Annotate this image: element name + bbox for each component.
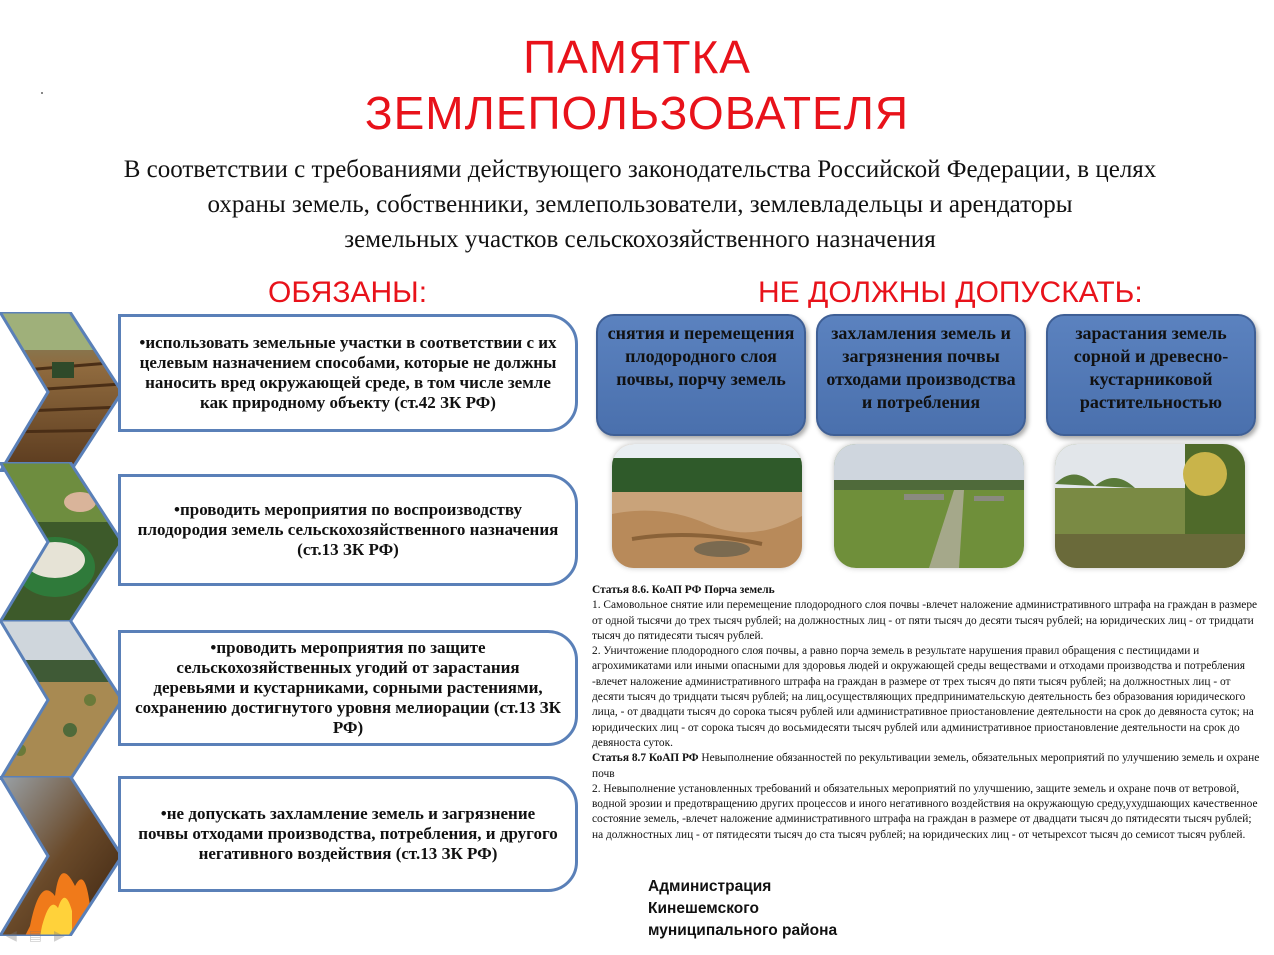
slide-nav-controls xyxy=(6,928,65,944)
intro-line-1: В соответствии с требованиями действующего законодательства Российской Федерации, в целях xyxy=(123,156,1157,183)
heading-obliged: ОБЯЗАНЫ: xyxy=(268,276,428,309)
chevron-photo-overgrown-field xyxy=(0,620,122,780)
photo-littered-field xyxy=(834,444,1024,568)
admin-line-3: муниципального района xyxy=(648,922,838,939)
chevron-photo-fertilizer xyxy=(0,462,122,622)
duty-box-4 xyxy=(118,776,578,892)
administration-signature xyxy=(648,876,837,942)
heading-must-not-allow: НЕ ДОЛЖНЫ ДОПУСКАТЬ: xyxy=(758,276,1143,309)
next-slide-icon[interactable]: ▶ xyxy=(54,928,65,944)
law-art-86-title: Статья 8.6. КоАП РФ Порча земель xyxy=(592,584,775,596)
law-text-block xyxy=(592,583,1262,843)
intro-paragraph xyxy=(40,152,1240,257)
law-art-87-title: Статья 8.7 КоАП РФ xyxy=(592,752,699,765)
intro-line-3: земельных участков сельскохозяйственного назначения xyxy=(344,226,936,253)
chevron-photo-fire xyxy=(0,776,122,936)
admin-line-1: Администрация xyxy=(648,878,772,895)
duty-box-1 xyxy=(118,314,578,432)
prohibited-box-overgrowth xyxy=(1046,314,1256,436)
law-art-87-intro: Невыполнение обязанностей по рекультивации земель, обязательных мероприятий по улучшению земель и охране почв xyxy=(592,752,1260,780)
title-line-2: ЗЕМЛЕПОЛЬЗОВАТЕЛЯ xyxy=(364,87,910,139)
law-art-86-part-1: 1. Самовольное снятие или перемещение плодородного слоя почвы -влечет наложение административного штрафа на граждан в размере от одной тысячи до трех тысяч рублей; на должностных лиц - от пяти тысяч до десяти тысяч рублей; на юридических лиц - от тридцати тысяч до пятидесяти тысяч рублей. xyxy=(592,599,1258,642)
duty-box-2 xyxy=(118,474,578,586)
prohibited-3-text: зарастания земель сорной и древесно-кустарниковой растительностью xyxy=(1073,323,1229,412)
title-line-1: ПАМЯТКА xyxy=(523,31,751,83)
chevron-photo-field-tractor xyxy=(0,312,122,472)
duty-3-text: •проводить мероприятия по защите сельскохозяйственных угодий от зарастания деревьями и кустарниками, сорными растениями, сохранению достигнутого уровня мелиорации (ст.13 ЗК РФ) xyxy=(135,638,561,737)
prev-slide-icon[interactable]: ◀ xyxy=(6,928,17,944)
photo-dug-soil xyxy=(612,444,802,568)
prohibited-1-text: снятия и перемещения плодородного слоя почвы, порчу земель xyxy=(607,323,795,389)
stray-dot xyxy=(41,92,43,94)
duty-2-text: •проводить мероприятия по воспроизводству плодородия земель сельскохозяйственного назначения (ст.13 ЗК РФ) xyxy=(137,500,559,559)
intro-line-2: охраны земель, собственники, землепользователи, землевладельцы и арендаторы xyxy=(207,191,1073,218)
prohibited-2-text: захламления земель и загрязнения почвы отходами производства и потребления xyxy=(826,323,1016,412)
photo-overgrown-land xyxy=(1055,444,1245,568)
prohibited-box-littering xyxy=(816,314,1026,436)
admin-line-2: Кинешемского xyxy=(648,900,759,917)
duty-1-text: •использовать земельные участки в соответствии с их целевым назначением способами, которые не должны наносить вред окружающей среде, в том числе земле как природному объекту xyxy=(139,333,557,412)
duty-4-text: •не допускать захламление земель и загрязнение почвы отходами производства, потребления, и другого негативного воздействия (ст.13 ЗК РФ) xyxy=(138,804,558,863)
prohibited-box-soil-removal xyxy=(596,314,806,436)
duty-box-3 xyxy=(118,630,578,746)
law-art-86-part-2: 2. Уничтожение плодородного слоя почвы, а равно порча земель в результате нарушения правил обращения с пестицидами и агрохимикатами или иными опасными для здоровья людей и окружающей среды веществами и отходами производства и потребления -влечет наложение административного штрафа на граждан в размере от трех тысяч до пяти тысяч рублей; на должностных лиц - от десяти тысяч до тридцати тысяч рублей; на лиц,осуществляющих предпринимательскую деятельность без образования юридического лица, - от двадцати тысяч до сорока тысяч рублей или административное приостановление деятельности на срок до девяноста суток; на юридических лиц - от сорока тысяч до восьмидесяти тысяч рублей или административное приостановление деятельности на срок до девяноста суток. xyxy=(592,645,1254,749)
slide-menu-icon[interactable]: ▤ xyxy=(28,928,43,944)
duty-1-ref: (ст.42 ЗК РФ) xyxy=(394,393,496,412)
law-art-87-part-2: 2. Невыполнение установленных требований и обязательных мероприятий по улучшению, защите земель и охране почв от ветровой, водной эрозии и предотвращению других процессов и иного негативного воздействия на окружающую среду,ухудшающих качественное состояние земель, -влечет наложение административного штрафа на граждан в размере от двадцати тысяч до пятидесяти тысяч рублей; на должностных лиц - от пятидесяти тысяч до ста тысяч рублей; на юридических лиц - от четырехсот тысяч до семисот тысяч рублей. xyxy=(592,782,1258,841)
